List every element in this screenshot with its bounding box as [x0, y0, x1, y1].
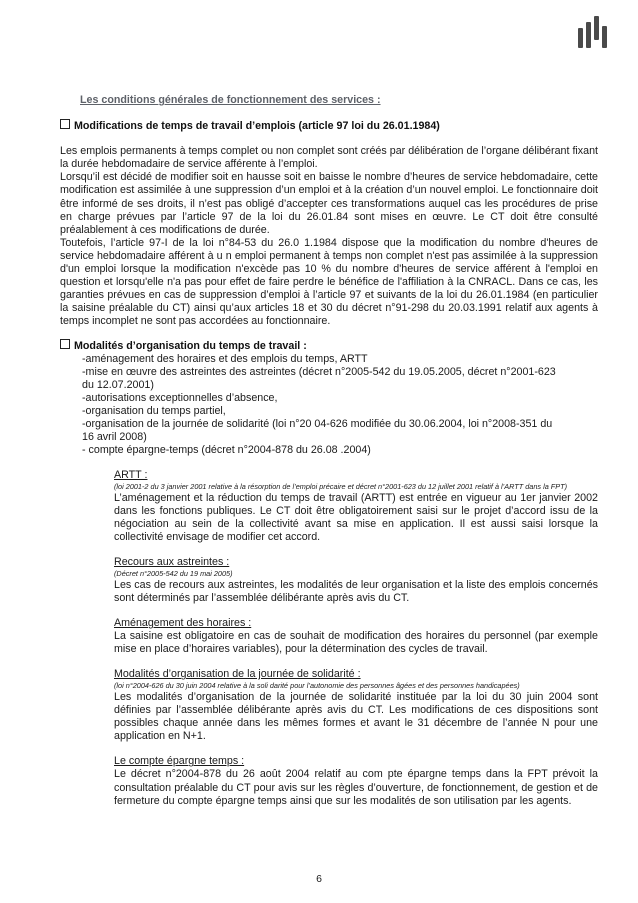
subsection-cet [114, 755, 598, 807]
subsection-reference: (Décret n°2005-542 du 19 mai 2005) [114, 569, 233, 579]
paragraphs-modifications [60, 145, 598, 328]
paragraph: Les emplois permanents à temps complet ou non complet sont créés par délibération de l’organe délibérant fixant la durée hebdomadaire de service afférente à l’emploi. [60, 145, 598, 171]
heading-modifications [60, 119, 598, 133]
subsection-title: Le compte épargne temps : [114, 755, 245, 768]
subsection-text: L’aménagement et la réduction du temps de travail (ARTT) est entrée en vigueur au 1er janvier 2002 dans les fonctions publiques. Le CT doit être obligatoirement saisi sur le projet d’accord issu de la négociation au sein de la collectivité avant sa mise en application. Il est aussi saisi lorsque la collectivité envisage de modifier cet accord. [114, 491, 598, 544]
page-number: 6 [316, 873, 322, 885]
subsection-title: Recours aux astreintes : [114, 556, 230, 569]
subsection-text: Les cas de recours aux astreintes, les modalités de leur organisation et la liste des emplois concernés sont déterminés par l’assemblée délibérante après avis du CT. [114, 578, 598, 604]
logo-icon [578, 16, 612, 50]
section-title: Les conditions générales de fonctionnement des services : [80, 94, 381, 106]
subsection-solidarite [114, 668, 598, 743]
checkbox-icon [60, 119, 70, 129]
heading-modalites [60, 339, 598, 353]
paragraph: Lorsqu’il est décidé de modifier soit en hausse soit en baisse le nombre d’heures de service hebdomadaire, cette modification est assimilée à une suppression d’un emploi et à la création d’un nouvel emploi. Le fonctionnaire doit être informé de ses droits, il n’est pas obligé d’accepter ces transformations auquel cas les procédures de prise en charge prévues par l’article 97 de la loi du 26.01.84 sont mises en œuvre. Le CT doit être consulté préalablement à ces modifications de durée. [60, 171, 598, 236]
subsection-text: La saisine est obligatoire en cas de souhait de modification des horaires du personnel (par exemple mise en place d’horaires variables), pour la détermination des cycles de travail. [114, 630, 598, 656]
paragraph: Toutefois, l’article 97-I de la loi n°84-53 du 26.0 1.1984 dispose que la modification du nombre d'heures de service hebdomadaire afférent à u n emploi permanent à temps non complet n'est pas assimilée à la suppression d'un emploi lorsque la modification n'excède pas 10 % du nombre d'heures de service afférent à l'emploi en question et lorsqu'elle n'a pas pour effet de faire perdre le bénéfice de l'affiliation à la CNRACL. Dans ce cas, les garanties prévues en cas de suppression d’emploi à l’article 97 et suivants de la loi du 26.01.1984 (en particulier la saisine préalable du CT) ainsi qu’aux articles 18 et 30 du décret n°91-298 du 20.03.1991 relatif aux agents à temps incomplet ne sont pas accordées au fonctionnaire. [60, 236, 598, 328]
subsection-reference: (loi 2001-2 du 3 janvier 2001 relative à la résorption de l’emploi précaire et décret n°2001-623 du 12 juillet 2001 relatif à l’ARTT dans la FPT) [114, 482, 568, 492]
list-item: -aménagement des horaires et des emplois du temps, ARTT [82, 352, 368, 365]
heading-modifications-text: Modifications de temps de travail d’emplois (article 97 loi du 26.01.1984) [74, 120, 440, 133]
subsection-reference: (loi n°2004-626 du 30 juin 2004 relative à la soli darité pour l’autonomie des personnes âgées et des personnes handicapées) [114, 681, 520, 691]
subsection-text: Les modalités d’organisation de la journée de solidarité instituée par la loi du 30 juin 2004 sont définies par l’assemblée délibérante après avis du CT. Les modifications de ces dispositions sont possibles chaque année dans les mêmes formes et avant le 31 décembre de l’année N pour une application en N+1. [114, 690, 598, 743]
subsection-title: Aménagement des horaires : [114, 617, 252, 630]
subsection-title: ARTT : [114, 469, 148, 482]
subsection-artt [114, 469, 598, 544]
list-item: - compte épargne-temps (décret n°2004-878 du 26.08 .2004) [82, 444, 371, 457]
subsection-text: Le décret n°2004-878 du 26 août 2004 relatif au com pte épargne temps dans la FPT prévoit la consultation préalable du CT pour avis sur les règles d’ouverture, de fonctionnement, de gestion et de fermeture du compte épargne temps ainsi que sur les modalités de son utilisation par les agents. [114, 768, 598, 807]
subsection-title: Modalités d’organisation de la journée de solidarité : [114, 668, 361, 681]
modalites-list [60, 353, 598, 458]
subsection-astreintes [114, 556, 598, 605]
list-item: -mise en œuvre des astreintes des astreintes (décret n°2005-542 du 19.05.2005, décret n°2001-623 du 12.07.2001) [82, 365, 556, 391]
subsection-horaires [114, 617, 598, 656]
list-item: -autorisations exceptionnelles d’absence, [82, 391, 278, 404]
document-body [60, 94, 598, 820]
heading-modalites-text: Modalités d’organisation du temps de travail : [74, 339, 307, 352]
list-item: -organisation de la journée de solidarité (loi n°20 04-626 modifiée du 30.06.2004, loi n°2008-351 du 16 avril 2008) [82, 418, 553, 444]
list-item: -organisation du temps partiel, [82, 404, 226, 417]
checkbox-icon [60, 339, 70, 349]
